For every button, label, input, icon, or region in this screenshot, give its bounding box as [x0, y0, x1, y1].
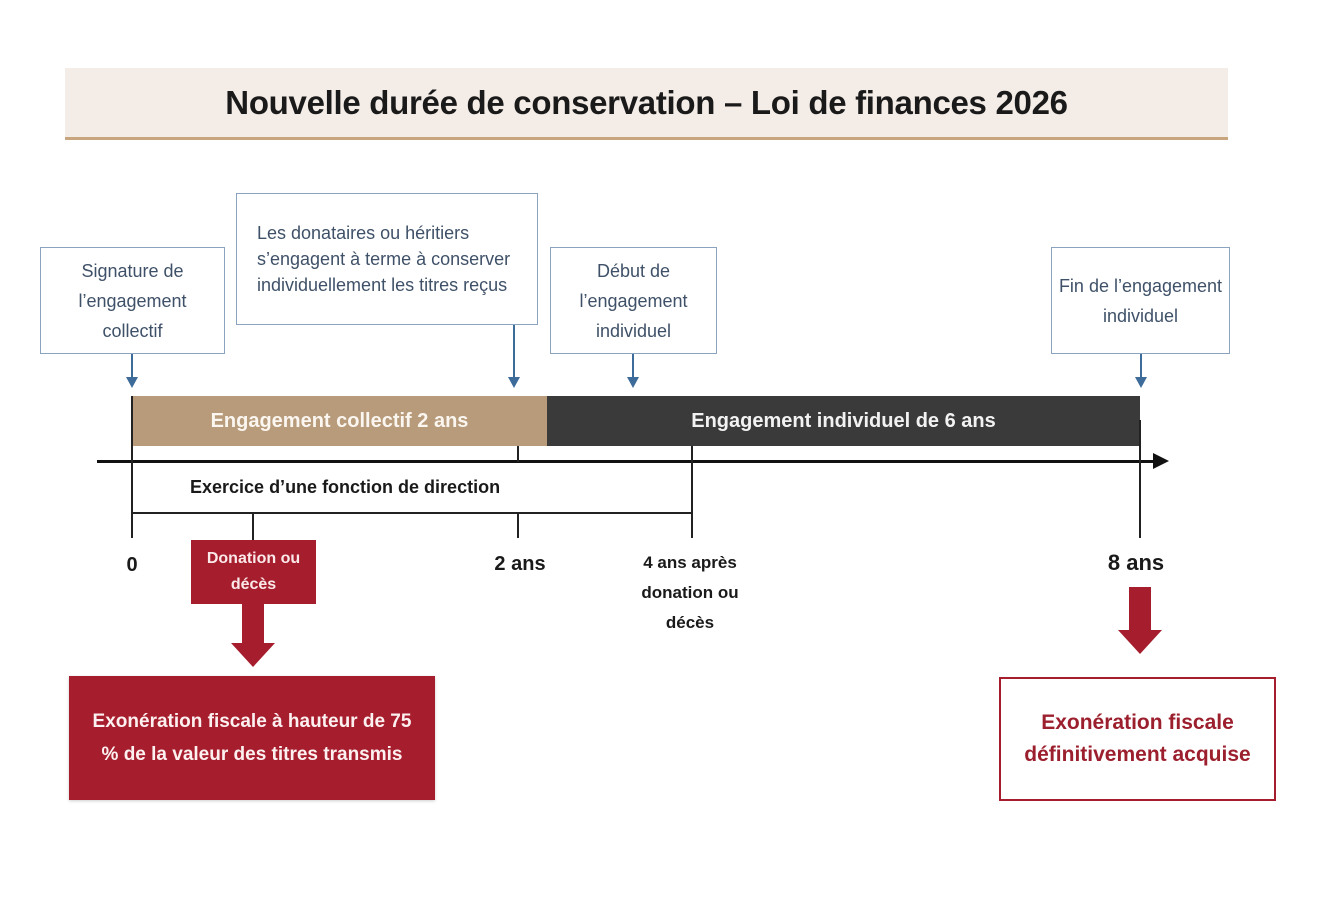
callout-end-individual: [1051, 247, 1230, 354]
callout-signature-text: Signature de l’engagement collectif: [78, 260, 187, 341]
bar-individual-commitment: [547, 396, 1140, 446]
outcome-partial-exemption: [69, 676, 435, 800]
pointer-arrow-icon: [1135, 377, 1147, 388]
red-arrow-shaft-left: [242, 604, 264, 644]
diagram-title: Nouvelle durée de conservation – Loi de finances 2026: [225, 83, 1068, 121]
red-arrow-shaft-right: [1129, 587, 1151, 631]
tick-line-2-bottom: [517, 514, 519, 538]
red-arrow-down-icon: [231, 643, 275, 667]
tick-label-8-years: 8 ans: [1107, 550, 1165, 575]
tick-line-8: [1139, 420, 1141, 538]
pointer-arrow-icon: [126, 377, 138, 388]
direction-function-band: [132, 462, 692, 514]
axis-arrow-icon: [1153, 453, 1169, 469]
callout-heirs-commitment: [236, 193, 538, 325]
red-arrow-down-icon: [1118, 630, 1162, 654]
callout-start-individual: [550, 247, 717, 354]
tick-line-event: [252, 514, 254, 540]
pointer-arrow-icon: [627, 377, 639, 388]
tick-line-0: [131, 396, 133, 538]
pointer-line-end: [1140, 354, 1142, 378]
outcome-final-exemption: [999, 677, 1276, 801]
pointer-arrow-icon: [508, 377, 520, 388]
title-banner: [65, 68, 1228, 140]
bar-collective-label: Engagement collectif 2 ans: [210, 409, 469, 432]
pointer-line-start: [632, 354, 634, 378]
pointer-line-heirs: [513, 325, 515, 378]
pointer-line-signature: [131, 354, 133, 378]
outcome-final-text: Exonération fiscale définitivement acquise: [1024, 711, 1251, 766]
event-donation-or-death: [191, 540, 316, 604]
outcome-partial-text: Exonération fiscale à hauteur de 75 % de la valeur des titres transmis: [92, 711, 412, 765]
event-label: Donation ou décès: [206, 550, 301, 593]
tick-line-4: [691, 446, 693, 538]
callout-signature-collective: [40, 247, 225, 354]
bar-individual-label: Engagement individuel de 6 ans: [691, 409, 996, 432]
callout-end-text: Fin de l’engagement individuel: [1058, 275, 1223, 326]
tick-label-4-years: 4 ans après donation ou décès: [641, 553, 739, 632]
tick-line-2-top: [517, 446, 519, 462]
direction-label: Exercice d’une fonction de direction: [190, 476, 501, 497]
bar-collective-commitment: [132, 396, 547, 446]
tick-label-2-years: 2 ans: [494, 553, 546, 575]
callout-heirs-text: Les donataires ou héritiers s’engagent à terme à conserver individuellement les titres reçus: [257, 223, 511, 295]
callout-start-text: Début de l’engagement individuel: [579, 260, 688, 341]
tick-label-0: 0: [126, 554, 138, 576]
